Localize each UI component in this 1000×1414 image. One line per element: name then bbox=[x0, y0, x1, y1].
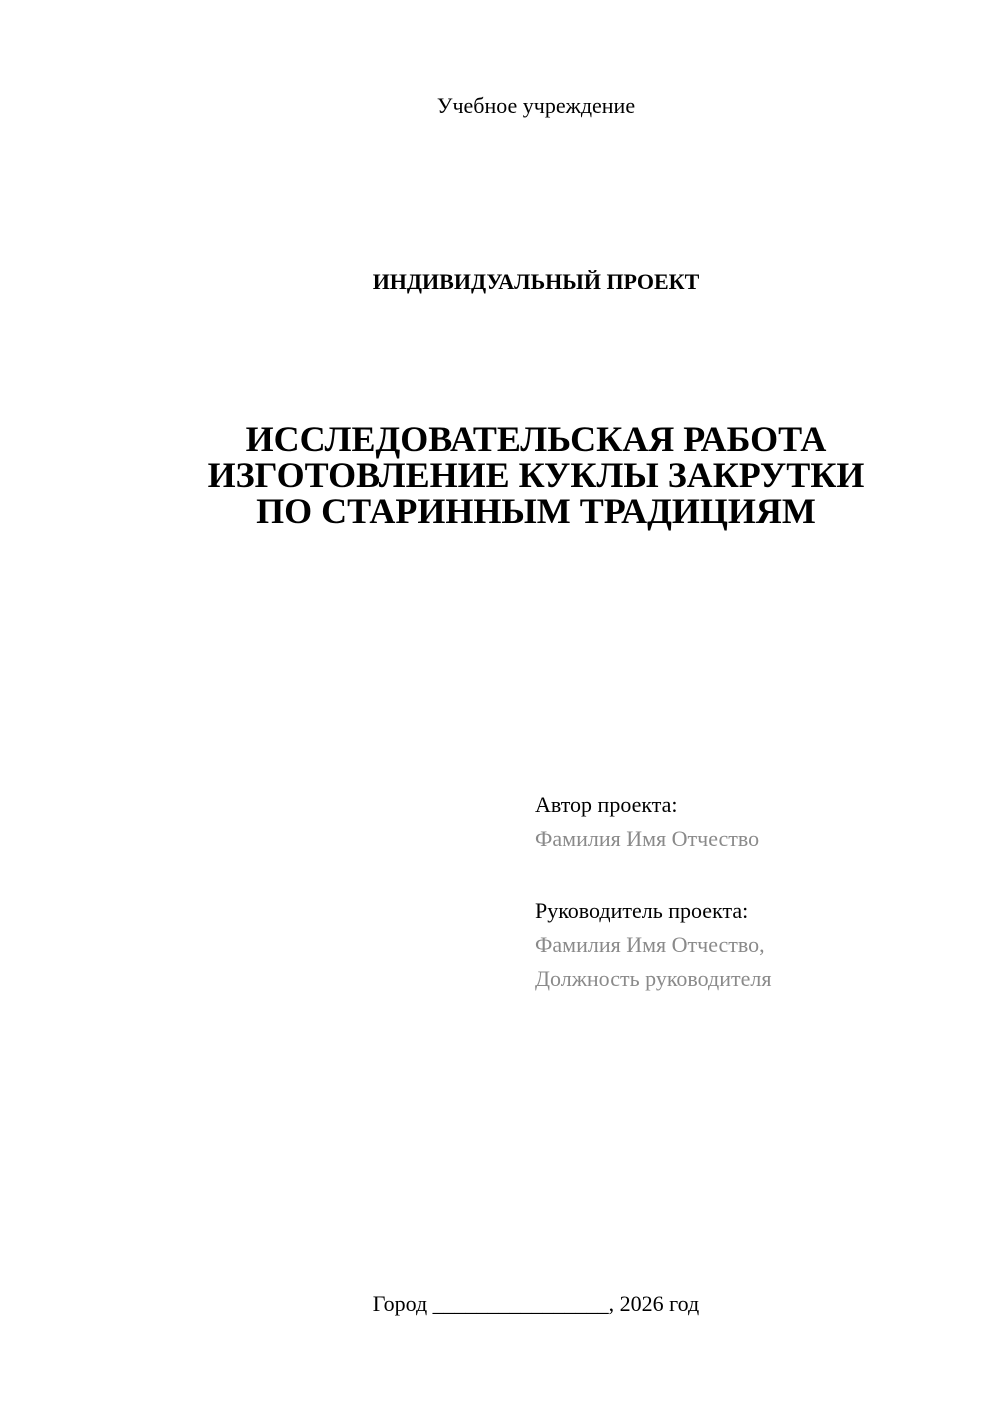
supervisor-label: Руководитель проекта: bbox=[535, 898, 749, 923]
city-year-line: Город ________________, 2026 год bbox=[372, 1291, 700, 1316]
project-type-heading: ИНДИВИДУАЛЬНЫЙ ПРОЕКТ bbox=[372, 269, 700, 294]
institution-name: Учебное учреждение bbox=[436, 93, 636, 118]
authors-spacer bbox=[535, 856, 975, 894]
project-title-line-1: ИССЛЕДОВАТЕЛЬСКАЯ РАБОТА bbox=[245, 419, 827, 459]
authors-block bbox=[535, 788, 975, 996]
supervisor-name: Фамилия Имя Отчество, bbox=[535, 932, 765, 957]
project-title-line-3: ПО СТАРИННЫМ ТРАДИЦИЯМ bbox=[256, 491, 816, 531]
author-label: Автор проекта: bbox=[535, 792, 678, 817]
supervisor-position: Должность руководителя bbox=[535, 966, 772, 991]
project-title-line-2: ИЗГОТОВЛЕНИЕ КУКЛЫ ЗАКРУТКИ bbox=[207, 455, 865, 495]
project-title bbox=[0, 421, 1000, 529]
author-name: Фамилия Имя Отчество bbox=[535, 826, 760, 851]
